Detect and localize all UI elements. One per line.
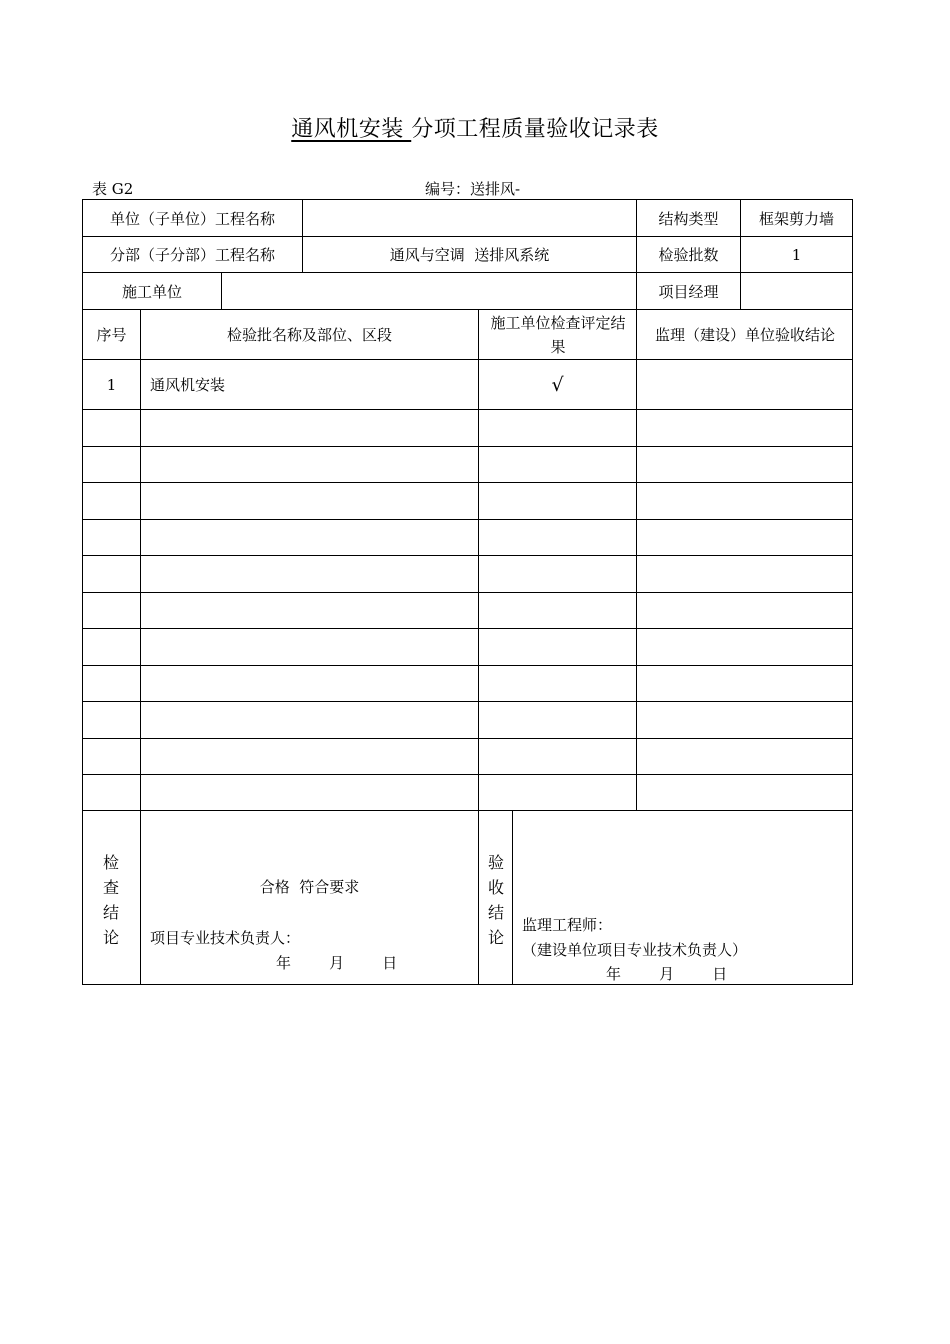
header-batch-name: 检验批名称及部位、区段 (226, 326, 392, 344)
accept-label-char: 收 (487, 878, 504, 897)
acceptance-conclusion-label (486, 850, 506, 950)
division-value: 通风与空调 送排风系统 (389, 246, 550, 264)
check-date: 年 月 日 (276, 953, 398, 972)
manager-label: 项目经理 (658, 282, 719, 301)
row-no (83, 775, 140, 810)
row-batch-name (150, 520, 470, 555)
row-supervisor-conclusion (637, 593, 852, 628)
check-label-char: 论 (102, 928, 119, 947)
row-batch-name (150, 483, 470, 519)
row-contractor-result (479, 666, 636, 701)
check-label-char: 查 (102, 878, 119, 897)
row-supervisor-conclusion (637, 410, 852, 446)
row-batch-name (150, 556, 470, 592)
row-batch-name (150, 739, 470, 774)
check-label-char: 结 (102, 903, 119, 922)
row-no (83, 410, 140, 446)
structure-type-label: 结构类型 (658, 209, 719, 228)
accept-label-char: 论 (487, 928, 504, 947)
row-no (83, 702, 140, 738)
contractor-label: 施工单位 (121, 282, 182, 301)
unit-project-value (303, 200, 636, 236)
manager-value (741, 273, 852, 309)
header-contractor-result: 施工单位检查评定结果 (490, 313, 626, 356)
row-contractor-result (479, 483, 636, 519)
row-supervisor-conclusion (637, 775, 852, 810)
row-supervisor-conclusion (637, 666, 852, 701)
supervisor-label: 监理工程师： (522, 915, 613, 934)
division-label: 分部（子分部）工程名称 (109, 246, 275, 264)
title-subitem-name: 通风机安装 (291, 117, 412, 142)
row-batch-name (150, 666, 470, 701)
row-no (83, 556, 140, 592)
row-supervisor-conclusion (637, 447, 852, 482)
unit-project-label: 单位（子单位）工程名称 (109, 209, 275, 228)
contractor-value (222, 273, 636, 309)
record-code: 编号：送排风- (425, 180, 521, 198)
accept-label-char: 结 (487, 903, 504, 922)
row-batch-name (150, 629, 470, 665)
check-label-char: 检 (102, 853, 119, 872)
row-no (83, 739, 140, 774)
row-no (83, 629, 140, 665)
row-contractor-result (479, 593, 636, 628)
row-batch-name: 通风机安装 (150, 376, 226, 394)
row-contractor-result (479, 410, 636, 446)
row-batch-name (150, 447, 470, 482)
title-rest: 分项工程质量验收记录表 (411, 117, 659, 142)
row-batch-name (150, 702, 470, 738)
row-no (83, 483, 140, 519)
check-result: 合格 符合要求 (259, 877, 360, 896)
row-no (83, 447, 140, 482)
row-supervisor-conclusion (637, 739, 852, 774)
row-contractor-result (479, 739, 636, 774)
row-contractor-result (479, 556, 636, 592)
row-no (83, 520, 140, 555)
row-batch-name (150, 775, 470, 810)
row-no: 1 (106, 375, 117, 394)
tech-lead-label: 项目专业技术负责人： (150, 928, 301, 947)
row-contractor-result (479, 447, 636, 482)
accept-label-char: 验 (487, 853, 504, 872)
row-supervisor-conclusion (637, 629, 852, 665)
row-contractor-result (479, 520, 636, 555)
row-supervisor-conclusion (637, 556, 852, 592)
row-supervisor-conclusion (637, 483, 852, 519)
row-supervisor-conclusion (637, 360, 852, 409)
table-number: 表 G2 (92, 180, 134, 198)
row-contractor-result (479, 775, 636, 810)
row-no (83, 666, 140, 701)
row-contractor-result: √ (551, 373, 564, 396)
row-supervisor-conclusion (637, 520, 852, 555)
row-supervisor-conclusion (637, 702, 852, 738)
batch-count-value: 1 (791, 245, 802, 264)
acceptance-date: 年 月 日 (606, 964, 728, 983)
batch-count-label: 检验批数 (658, 246, 719, 264)
header-no: 序号 (96, 326, 127, 344)
header-supervisor-conclusion: 监理（建设）单位验收结论 (654, 325, 835, 344)
row-batch-name (150, 593, 470, 628)
row-no (83, 593, 140, 628)
row-contractor-result (479, 629, 636, 665)
check-conclusion-label (101, 850, 121, 950)
structure-type-value: 框架剪力墙 (758, 209, 834, 228)
row-contractor-result (479, 702, 636, 738)
owner-lead-label: （建设单位项目专业技术负责人） (522, 940, 748, 959)
row-batch-name (150, 410, 470, 446)
